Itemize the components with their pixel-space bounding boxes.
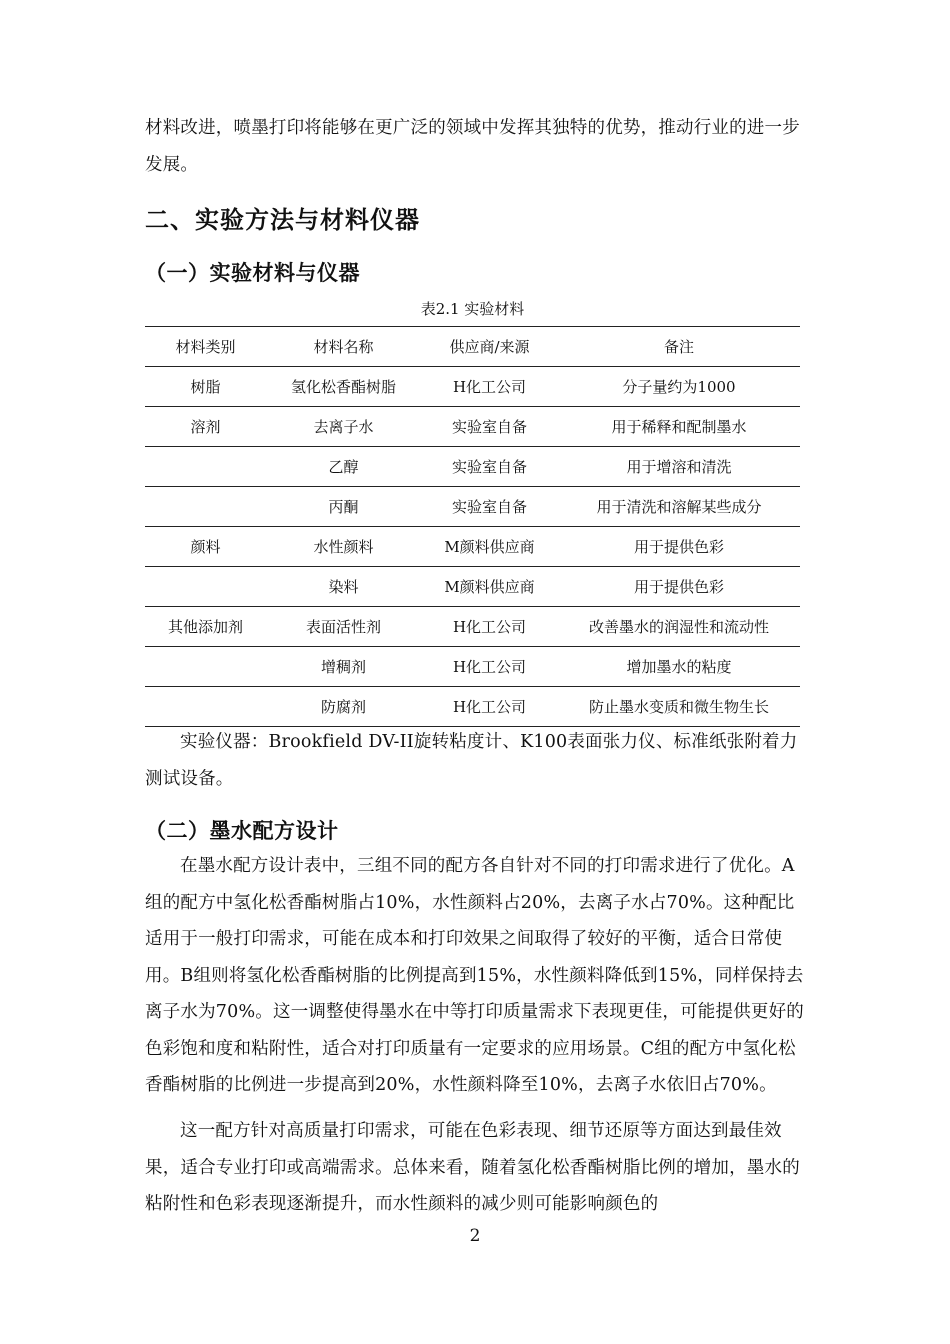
table-cell: 氢化松香酯树脂	[266, 367, 421, 407]
table-header-cell: 材料类别	[145, 327, 266, 367]
table-cell: 去离子水	[266, 407, 421, 447]
table-row	[145, 367, 800, 407]
table-cell: 实验室自备	[421, 447, 558, 487]
table-cell: 分子量约为1000	[558, 367, 800, 407]
table-cell: 实验室自备	[421, 407, 558, 447]
table-cell: H化工公司	[421, 607, 558, 647]
table-cell	[145, 447, 266, 487]
instruments-paragraph	[145, 724, 807, 797]
table-cell: 其他添加剂	[145, 607, 266, 647]
table-row	[145, 687, 800, 727]
table-header-cell: 备注	[558, 327, 800, 367]
table-row	[145, 527, 800, 567]
table-cell: 增稠剂	[266, 647, 421, 687]
table-cell: 防腐剂	[266, 687, 421, 727]
table-row	[145, 447, 800, 487]
table-cell: 乙醇	[266, 447, 421, 487]
table-cell: 改善墨水的润湿性和流动性	[558, 607, 800, 647]
intro-paragraph-text: 材料改进，喷墨打印将能够在更广泛的领域中发挥其独特的优势，推动行业的进一步发展。	[145, 118, 800, 175]
table-cell: 水性颜料	[266, 527, 421, 567]
table-cell: 用于稀释和配制墨水	[558, 407, 800, 447]
table-cell: 丙酮	[266, 487, 421, 527]
subsection-heading-ink-design: （二）墨水配方设计	[145, 819, 339, 843]
design-paragraph-1	[145, 848, 807, 1104]
table-cell: M颜料供应商	[421, 527, 558, 567]
table-cell	[145, 647, 266, 687]
table-cell: 用于增溶和清洗	[558, 447, 800, 487]
table-cell: 实验室自备	[421, 487, 558, 527]
table-cell: 增加墨水的粘度	[558, 647, 800, 687]
table-cell: H化工公司	[421, 367, 558, 407]
intro-paragraph	[145, 110, 807, 183]
table-header-cell: 材料名称	[266, 327, 421, 367]
table-row	[145, 407, 800, 447]
table-header-row	[145, 327, 800, 367]
table-cell: 树脂	[145, 367, 266, 407]
table-row	[145, 647, 800, 687]
subsection-heading-materials: （一）实验材料与仪器	[145, 261, 360, 285]
table-row	[145, 607, 800, 647]
table-header-cell: 供应商/来源	[421, 327, 558, 367]
table-cell: 表面活性剂	[266, 607, 421, 647]
table-cell: 防止墨水变质和微生物生长	[558, 687, 800, 727]
table-cell: H化工公司	[421, 647, 558, 687]
table-cell: 溶剂	[145, 407, 266, 447]
table-cell	[145, 567, 266, 607]
table-cell: 用于提供色彩	[558, 567, 800, 607]
table-cell: 染料	[266, 567, 421, 607]
instruments-paragraph-text: 实验仪器：Brookfield DV-II旋转粘度计、K100表面张力仪、标准纸张附着力测试设备。	[145, 732, 798, 789]
table-caption: 表2.1 实验材料	[420, 300, 525, 318]
design-paragraph-2-text: 这一配方针对高质量打印需求，可能在色彩表现、细节还原等方面达到最佳效果，适合专业打印或高端需求。总体来看，随着氢化松香酯树脂比例的增加，墨水的粘附性和色彩表现逐渐提升，而水性颜料的减少则可能影响颜色的	[145, 1121, 800, 1214]
page-number: 2	[469, 1226, 481, 1246]
table-cell: M颜料供应商	[421, 567, 558, 607]
table-cell	[145, 687, 266, 727]
table-cell: 颜料	[145, 527, 266, 567]
table-cell: 用于清洗和溶解某些成分	[558, 487, 800, 527]
design-paragraph-1-text: 在墨水配方设计表中，三组不同的配方各自针对不同的打印需求进行了优化。A组的配方中氢化松香酯树脂占10%，水性颜料占20%，去离子水占70%。这种配比适用于一般打印需求，可能在成本和打印效果之间取得了较好的平衡，适合日常使用。B组则将氢化松香酯树脂的比例提高到15%，水性颜料降低到15%，同样保持去离子水为70%。这一调整使得墨水在中等打印质量需求下表现更佳，可能提供更好的色彩饱和度和粘附性，适合对打印质量有一定要求的应用场景。C组的配方中氢化松香酯树脂的比例进一步提高到20%，水性颜料降至10%，去离子水依旧占70%。	[145, 856, 804, 1095]
section-heading: 二、实验方法与材料仪器	[145, 206, 420, 234]
table-row	[145, 567, 800, 607]
materials-table	[145, 326, 800, 727]
table-row	[145, 487, 800, 527]
design-paragraph-2	[145, 1113, 807, 1223]
table-cell: 用于提供色彩	[558, 527, 800, 567]
table-cell	[145, 487, 266, 527]
table-cell: H化工公司	[421, 687, 558, 727]
